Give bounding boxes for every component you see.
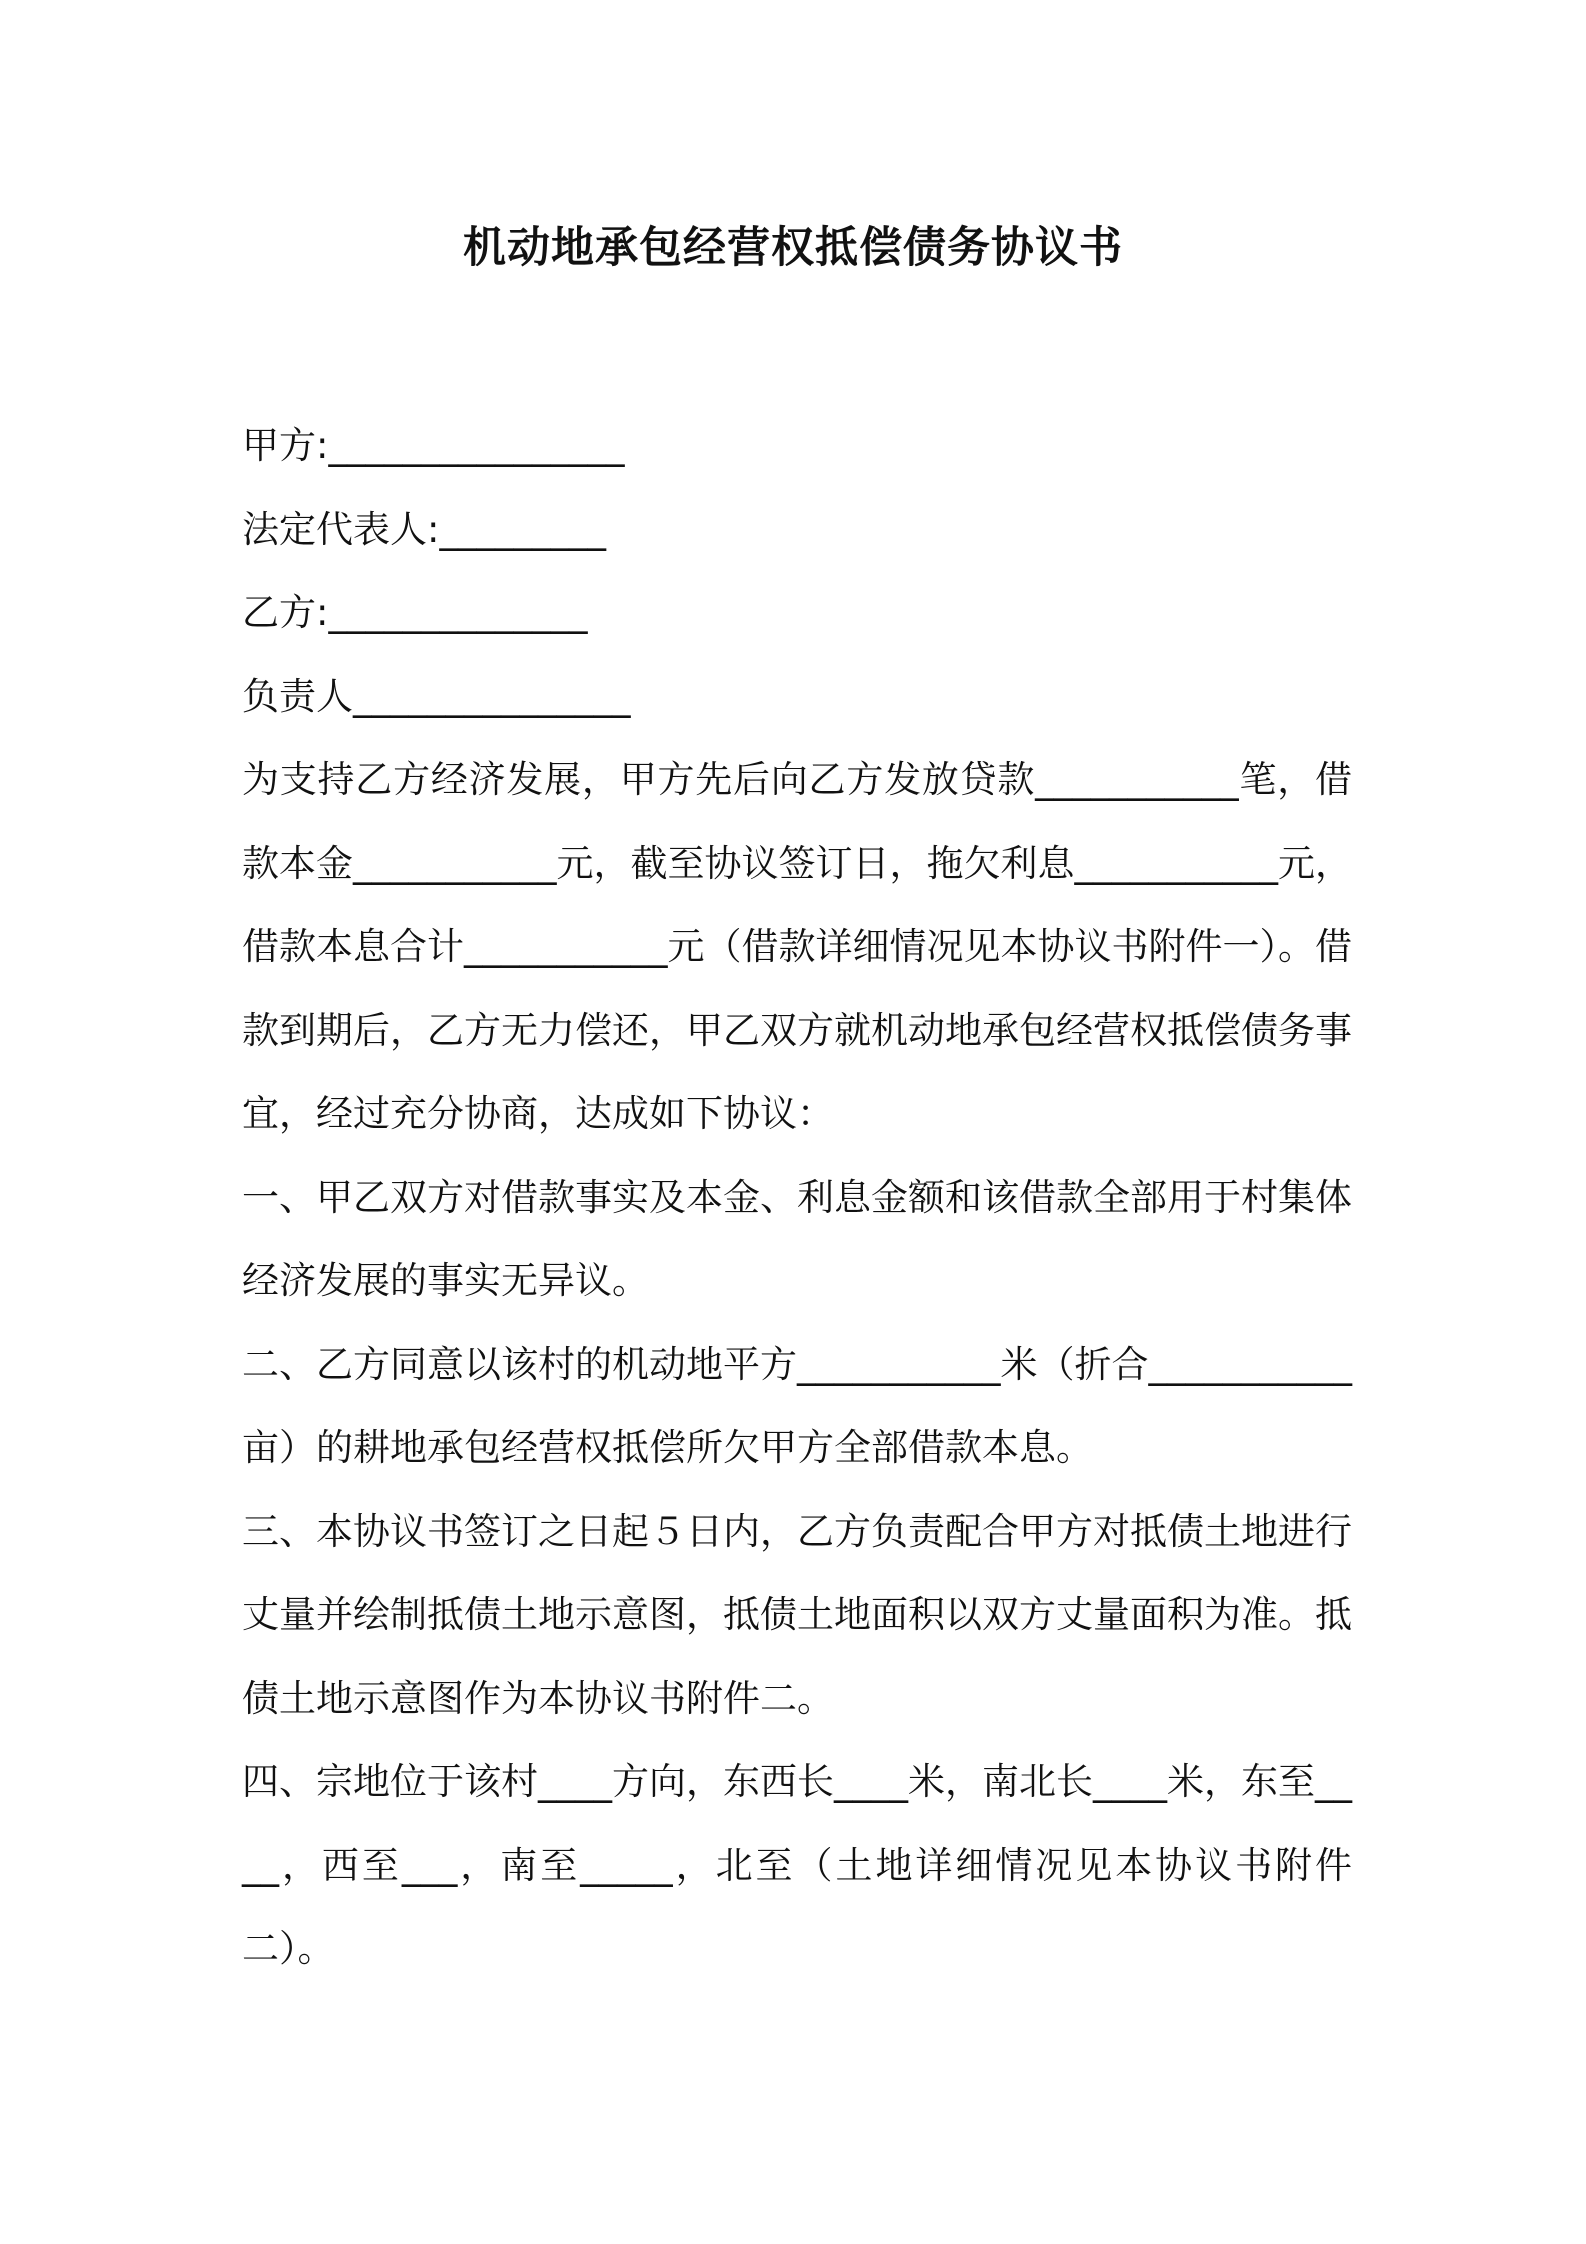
clause-2: 二、乙方同意以该村的机动地平方___________米（折合___________亩）的耕地承包经营权抵偿所欠甲方全部借款本息。 [242, 1342, 1352, 1469]
party-b-field: 乙方:______________ [242, 591, 588, 634]
legal-representative-field: 法定代表人:_________ [242, 507, 606, 551]
responsible-person-field: 负责人_______________ [242, 674, 631, 718]
clause-4: 四、宗地位于该村____方向，东西长____米，南北长____米，东至____，西至___，南至_____，北至（土地详细情况见本协议书附件二）。 [242, 1760, 1352, 1970]
document-body [242, 404, 1352, 1991]
clause-1: 一、甲乙双方对借款事实及本金、利息金额和该借款全部用于村集体经济发展的事实无异议。 [242, 1175, 1352, 1302]
document-title: 机动地承包经营权抵偿债务协议书 [463, 223, 1123, 273]
clause-3: 三、本协议书签订之日起５日内，乙方负责配合甲方对抵债土地进行丈量并绘制抵债土地示意图，抵债土地面积以双方丈量面积为准。抵债土地示意图作为本协议书附件二。 [242, 1509, 1352, 1720]
party-a-field: 甲方:________________ [242, 424, 625, 467]
preamble-paragraph: 为支持乙方经济发展，甲方先后向乙方发放贷款___________笔，借款本金___________元，截至协议签订日，拖欠利息___________元，借款本息合计___________元（借款详细情况见本协议书附件一）。借款到期后，乙方无力偿还，甲乙双方就机动地承包经营权抵偿债务事宜，经过充分协商，达成如下协议： [242, 758, 1352, 1135]
